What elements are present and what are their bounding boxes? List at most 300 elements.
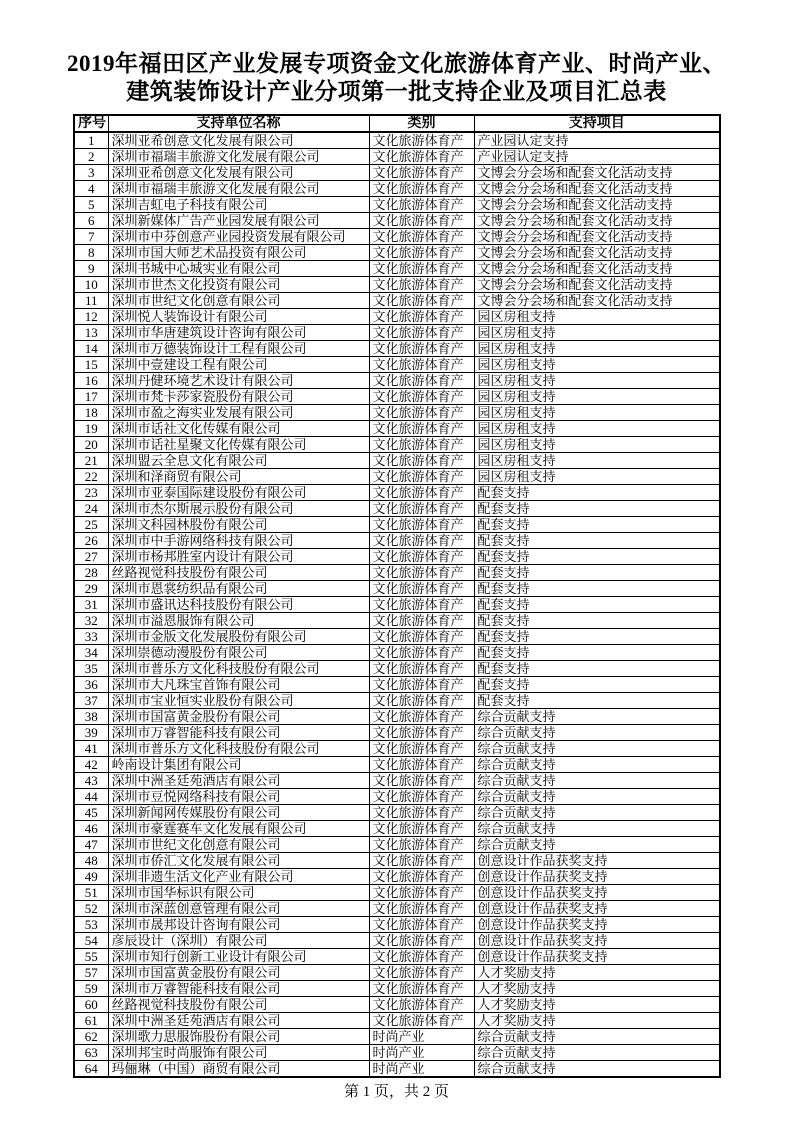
cell-category: 文化旅游体育产 xyxy=(369,581,474,597)
cell-unit-name: 深圳市普乐方文化科技股份有限公司 xyxy=(108,741,369,757)
cell-project: 配套支持 xyxy=(474,581,720,597)
cell-project: 综合贡献支持 xyxy=(474,1061,720,1078)
cell-serial-number: 43 xyxy=(74,773,108,789)
cell-serial-number: 3 xyxy=(74,165,108,181)
cell-category: 文化旅游体育产 xyxy=(369,485,474,501)
table-row xyxy=(74,805,720,821)
cell-category: 文化旅游体育产 xyxy=(369,517,474,533)
cell-project: 人才奖励支持 xyxy=(474,1013,720,1029)
cell-serial-number: 57 xyxy=(74,965,108,981)
cell-project: 文博会分会场和配套文化活动支持 xyxy=(474,229,720,245)
cell-serial-number: 8 xyxy=(74,245,108,261)
table-row xyxy=(74,181,720,197)
cell-project: 园区房租支持 xyxy=(474,469,720,485)
cell-unit-name: 深圳崇德动漫股份有限公司 xyxy=(108,645,369,661)
cell-project: 文博会分会场和配套文化活动支持 xyxy=(474,197,720,213)
cell-unit-name: 深圳歌力思服饰股份有限公司 xyxy=(108,1029,369,1045)
cell-serial-number: 20 xyxy=(74,437,108,453)
table-row xyxy=(74,277,720,293)
cell-category: 文化旅游体育产 xyxy=(369,661,474,677)
table-row xyxy=(74,997,720,1013)
cell-serial-number: 47 xyxy=(74,837,108,853)
header-row xyxy=(74,115,720,132)
cell-project: 配套支持 xyxy=(474,501,720,517)
cell-serial-number: 29 xyxy=(74,581,108,597)
table-row xyxy=(74,1013,720,1029)
cell-category: 文化旅游体育产 xyxy=(369,613,474,629)
cell-project: 园区房租支持 xyxy=(474,453,720,469)
cell-category: 文化旅游体育产 xyxy=(369,597,474,613)
table-row xyxy=(74,661,720,677)
cell-category: 文化旅游体育产 xyxy=(369,709,474,725)
cell-unit-name: 深圳市杨邦胜室内设计有限公司 xyxy=(108,549,369,565)
cell-category: 文化旅游体育产 xyxy=(369,741,474,757)
header-serial-number: 序号 xyxy=(74,115,108,132)
cell-project: 配套支持 xyxy=(474,485,720,501)
cell-project: 配套支持 xyxy=(474,533,720,549)
table-row xyxy=(74,373,720,389)
cell-category: 文化旅游体育产 xyxy=(369,789,474,805)
cell-project: 综合贡献支持 xyxy=(474,1045,720,1061)
table-row xyxy=(74,357,720,373)
cell-unit-name: 深圳市话社文化传媒有限公司 xyxy=(108,421,369,437)
cell-project: 创意设计作品获奖支持 xyxy=(474,933,720,949)
cell-category: 文化旅游体育产 xyxy=(369,533,474,549)
cell-unit-name: 深圳非遗生活文化产业有限公司 xyxy=(108,869,369,885)
table-row xyxy=(74,1061,720,1078)
cell-project: 园区房租支持 xyxy=(474,389,720,405)
cell-serial-number: 15 xyxy=(74,357,108,373)
cell-category: 文化旅游体育产 xyxy=(369,693,474,709)
table-row xyxy=(74,917,720,933)
cell-unit-name: 深圳市恩裳纺织品有限公司 xyxy=(108,581,369,597)
cell-serial-number: 21 xyxy=(74,453,108,469)
cell-project: 创意设计作品获奖支持 xyxy=(474,853,720,869)
cell-unit-name: 深圳中洲圣廷苑酒店有限公司 xyxy=(108,773,369,789)
table-row xyxy=(74,581,720,597)
cell-category: 文化旅游体育产 xyxy=(369,309,474,325)
cell-project: 创意设计作品获奖支持 xyxy=(474,869,720,885)
table-row xyxy=(74,1045,720,1061)
cell-unit-name: 玛俪琳（中国）商贸有限公司 xyxy=(108,1061,369,1078)
cell-project: 文博会分会场和配套文化活动支持 xyxy=(474,181,720,197)
cell-unit-name: 深圳市盛讯达科技股份有限公司 xyxy=(108,597,369,613)
cell-serial-number: 22 xyxy=(74,469,108,485)
cell-unit-name: 深圳市国大师艺术品投资有限公司 xyxy=(108,245,369,261)
cell-serial-number: 16 xyxy=(74,373,108,389)
cell-category: 文化旅游体育产 xyxy=(369,1013,474,1029)
table-row xyxy=(74,901,720,917)
cell-unit-name: 深圳市福瑞丰旅游文化发展有限公司 xyxy=(108,149,369,165)
cell-category: 文化旅游体育产 xyxy=(369,325,474,341)
cell-unit-name: 深圳市国华标识有限公司 xyxy=(108,885,369,901)
cell-category: 文化旅游体育产 xyxy=(369,821,474,837)
cell-category: 文化旅游体育产 xyxy=(369,869,474,885)
table-row xyxy=(74,517,720,533)
cell-serial-number: 1 xyxy=(74,132,108,149)
cell-category: 文化旅游体育产 xyxy=(369,677,474,693)
cell-serial-number: 14 xyxy=(74,341,108,357)
cell-unit-name: 深圳悦人装饰设计有限公司 xyxy=(108,309,369,325)
cell-unit-name: 深圳书城中心城实业有限公司 xyxy=(108,261,369,277)
cell-category: 文化旅游体育产 xyxy=(369,405,474,421)
cell-category: 文化旅游体育产 xyxy=(369,277,474,293)
cell-unit-name: 深圳文科园林股份有限公司 xyxy=(108,517,369,533)
cell-unit-name: 深圳市万睿智能科技有限公司 xyxy=(108,725,369,741)
cell-unit-name: 深圳吉虹电子科技有限公司 xyxy=(108,197,369,213)
cell-project: 产业园认定支持 xyxy=(474,132,720,149)
cell-project: 配套支持 xyxy=(474,613,720,629)
cell-serial-number: 45 xyxy=(74,805,108,821)
cell-category: 时尚产业 xyxy=(369,1061,474,1078)
cell-project: 配套支持 xyxy=(474,629,720,645)
table-row xyxy=(74,421,720,437)
cell-unit-name: 深圳市国富黄金股份有限公司 xyxy=(108,709,369,725)
cell-serial-number: 27 xyxy=(74,549,108,565)
document-title xyxy=(0,50,793,106)
cell-serial-number: 33 xyxy=(74,629,108,645)
table-row xyxy=(74,565,720,581)
cell-category: 文化旅游体育产 xyxy=(369,149,474,165)
cell-project: 配套支持 xyxy=(474,693,720,709)
cell-serial-number: 11 xyxy=(74,293,108,309)
cell-category: 文化旅游体育产 xyxy=(369,757,474,773)
cell-project: 综合贡献支持 xyxy=(474,773,720,789)
cell-project: 配套支持 xyxy=(474,517,720,533)
cell-project: 综合贡献支持 xyxy=(474,789,720,805)
cell-project: 创意设计作品获奖支持 xyxy=(474,917,720,933)
table-row xyxy=(74,501,720,517)
cell-category: 文化旅游体育产 xyxy=(369,245,474,261)
table-row xyxy=(74,469,720,485)
cell-project: 综合贡献支持 xyxy=(474,805,720,821)
cell-serial-number: 48 xyxy=(74,853,108,869)
cell-serial-number: 62 xyxy=(74,1029,108,1045)
cell-project: 人才奖励支持 xyxy=(474,981,720,997)
table-row xyxy=(74,309,720,325)
cell-project: 产业园认定支持 xyxy=(474,149,720,165)
cell-serial-number: 12 xyxy=(74,309,108,325)
cell-serial-number: 64 xyxy=(74,1061,108,1078)
cell-project: 配套支持 xyxy=(474,661,720,677)
cell-category: 文化旅游体育产 xyxy=(369,725,474,741)
cell-unit-name: 深圳盟云全息文化有限公司 xyxy=(108,453,369,469)
cell-unit-name: 深圳市中芬创意产业园投资发展有限公司 xyxy=(108,229,369,245)
cell-serial-number: 19 xyxy=(74,421,108,437)
cell-unit-name: 深圳市豪霆赛车文化发展有限公司 xyxy=(108,821,369,837)
cell-project: 园区房租支持 xyxy=(474,437,720,453)
cell-unit-name: 深圳市梵卡莎家瓷股份有限公司 xyxy=(108,389,369,405)
table-row xyxy=(74,613,720,629)
cell-serial-number: 63 xyxy=(74,1045,108,1061)
cell-category: 文化旅游体育产 xyxy=(369,389,474,405)
cell-unit-name: 深圳中洲圣廷苑酒店有限公司 xyxy=(108,1013,369,1029)
cell-serial-number: 41 xyxy=(74,741,108,757)
cell-serial-number: 38 xyxy=(74,709,108,725)
table-row xyxy=(74,981,720,997)
cell-serial-number: 54 xyxy=(74,933,108,949)
cell-project: 综合贡献支持 xyxy=(474,725,720,741)
cell-serial-number: 2 xyxy=(74,149,108,165)
table-row xyxy=(74,933,720,949)
cell-category: 文化旅游体育产 xyxy=(369,629,474,645)
cell-serial-number: 28 xyxy=(74,565,108,581)
table-row xyxy=(74,245,720,261)
cell-serial-number: 32 xyxy=(74,613,108,629)
table-row xyxy=(74,885,720,901)
table-row xyxy=(74,869,720,885)
cell-unit-name: 丝路视觉科技股份有限公司 xyxy=(108,565,369,581)
cell-serial-number: 34 xyxy=(74,645,108,661)
table-row xyxy=(74,405,720,421)
cell-serial-number: 25 xyxy=(74,517,108,533)
cell-project: 文博会分会场和配套文化活动支持 xyxy=(474,213,720,229)
cell-project: 综合贡献支持 xyxy=(474,741,720,757)
table-row xyxy=(74,629,720,645)
cell-category: 文化旅游体育产 xyxy=(369,949,474,965)
cell-serial-number: 46 xyxy=(74,821,108,837)
table-body xyxy=(74,132,720,1077)
cell-unit-name: 深圳市中手游网络科技有限公司 xyxy=(108,533,369,549)
cell-project: 综合贡献支持 xyxy=(474,1029,720,1045)
cell-category: 文化旅游体育产 xyxy=(369,933,474,949)
cell-project: 综合贡献支持 xyxy=(474,837,720,853)
cell-serial-number: 26 xyxy=(74,533,108,549)
cell-category: 文化旅游体育产 xyxy=(369,357,474,373)
table-row xyxy=(74,949,720,965)
cell-unit-name: 深圳市话社星聚文化传媒有限公司 xyxy=(108,437,369,453)
table-row xyxy=(74,437,720,453)
cell-category: 文化旅游体育产 xyxy=(369,501,474,517)
cell-unit-name: 深圳市宝业恒实业股份有限公司 xyxy=(108,693,369,709)
table-row xyxy=(74,645,720,661)
cell-project: 配套支持 xyxy=(474,565,720,581)
cell-unit-name: 深圳市世纪文化创意有限公司 xyxy=(108,293,369,309)
cell-unit-name: 深圳市世杰文化投资有限公司 xyxy=(108,277,369,293)
cell-category: 时尚产业 xyxy=(369,1029,474,1045)
cell-serial-number: 23 xyxy=(74,485,108,501)
cell-project: 配套支持 xyxy=(474,597,720,613)
cell-category: 文化旅游体育产 xyxy=(369,997,474,1013)
header-category: 类别 xyxy=(369,115,474,132)
cell-project: 创意设计作品获奖支持 xyxy=(474,885,720,901)
cell-unit-name: 深圳亚希创意文化发展有限公司 xyxy=(108,165,369,181)
cell-project: 园区房租支持 xyxy=(474,405,720,421)
cell-unit-name: 深圳市盈之海实业发展有限公司 xyxy=(108,405,369,421)
table-row xyxy=(74,853,720,869)
cell-project: 文博会分会场和配套文化活动支持 xyxy=(474,277,720,293)
cell-project: 人才奖励支持 xyxy=(474,997,720,1013)
cell-unit-name: 深圳市普乐方文化科技股份有限公司 xyxy=(108,661,369,677)
header-project: 支持项目 xyxy=(474,115,720,132)
cell-unit-name: 深圳市深蓝创意管理有限公司 xyxy=(108,901,369,917)
cell-serial-number: 4 xyxy=(74,181,108,197)
table-row xyxy=(74,549,720,565)
cell-unit-name: 深圳新闻网传媒股份有限公司 xyxy=(108,805,369,821)
cell-serial-number: 35 xyxy=(74,661,108,677)
cell-unit-name: 彦辰设计（深圳）有限公司 xyxy=(108,933,369,949)
cell-serial-number: 24 xyxy=(74,501,108,517)
cell-unit-name: 丝路视觉科技股份有限公司 xyxy=(108,997,369,1013)
cell-unit-name: 深圳中壹建设工程有限公司 xyxy=(108,357,369,373)
cell-unit-name: 深圳市知行创新工业设计有限公司 xyxy=(108,949,369,965)
cell-category: 时尚产业 xyxy=(369,1045,474,1061)
cell-category: 文化旅游体育产 xyxy=(369,197,474,213)
cell-unit-name: 深圳新媒体广告产业园发展有限公司 xyxy=(108,213,369,229)
cell-project: 人才奖励支持 xyxy=(474,965,720,981)
cell-unit-name: 深圳市世纪文化创意有限公司 xyxy=(108,837,369,853)
cell-category: 文化旅游体育产 xyxy=(369,341,474,357)
header-unit-name: 支持单位名称 xyxy=(108,115,369,132)
cell-project: 创意设计作品获奖支持 xyxy=(474,901,720,917)
cell-project: 配套支持 xyxy=(474,677,720,693)
cell-category: 文化旅游体育产 xyxy=(369,901,474,917)
table-row xyxy=(74,597,720,613)
cell-serial-number: 44 xyxy=(74,789,108,805)
cell-category: 文化旅游体育产 xyxy=(369,565,474,581)
cell-project: 文博会分会场和配套文化活动支持 xyxy=(474,261,720,277)
cell-project: 文博会分会场和配套文化活动支持 xyxy=(474,165,720,181)
cell-category: 文化旅游体育产 xyxy=(369,773,474,789)
title-line-1: 2019年福田区产业发展专项资金文化旅游体育产业、时尚产业、 xyxy=(67,51,726,76)
table-row xyxy=(74,533,720,549)
cell-serial-number: 10 xyxy=(74,277,108,293)
cell-unit-name: 深圳市大凡珠宝首饰有限公司 xyxy=(108,677,369,693)
cell-serial-number: 52 xyxy=(74,901,108,917)
title-line-2: 建筑装饰设计产业分项第一批支持企业及项目汇总表 xyxy=(126,79,667,104)
table-row xyxy=(74,325,720,341)
cell-category: 文化旅游体育产 xyxy=(369,132,474,149)
cell-category: 文化旅游体育产 xyxy=(369,837,474,853)
table-row xyxy=(74,965,720,981)
cell-category: 文化旅游体育产 xyxy=(369,421,474,437)
cell-serial-number: 13 xyxy=(74,325,108,341)
cell-category: 文化旅游体育产 xyxy=(369,981,474,997)
table-row xyxy=(74,789,720,805)
cell-project: 配套支持 xyxy=(474,645,720,661)
cell-serial-number: 36 xyxy=(74,677,108,693)
cell-category: 文化旅游体育产 xyxy=(369,453,474,469)
cell-unit-name: 深圳邦宝时尚服饰有限公司 xyxy=(108,1045,369,1061)
table-row xyxy=(74,197,720,213)
cell-serial-number: 49 xyxy=(74,869,108,885)
cell-project: 综合贡献支持 xyxy=(474,709,720,725)
cell-category: 文化旅游体育产 xyxy=(369,213,474,229)
page-number-footer: 第 1 页，共 2 页 xyxy=(343,1084,449,1100)
cell-unit-name: 深圳市侨汇文化发展有限公司 xyxy=(108,853,369,869)
table-row xyxy=(74,149,720,165)
cell-project: 园区房租支持 xyxy=(474,341,720,357)
cell-unit-name: 深圳市溢恩服饰有限公司 xyxy=(108,613,369,629)
cell-serial-number: 18 xyxy=(74,405,108,421)
cell-project: 园区房租支持 xyxy=(474,309,720,325)
table-row xyxy=(74,453,720,469)
cell-category: 文化旅游体育产 xyxy=(369,469,474,485)
cell-unit-name: 深圳市金版文化发展股份有限公司 xyxy=(108,629,369,645)
cell-category: 文化旅游体育产 xyxy=(369,645,474,661)
cell-serial-number: 59 xyxy=(74,981,108,997)
cell-category: 文化旅游体育产 xyxy=(369,229,474,245)
cell-category: 文化旅游体育产 xyxy=(369,261,474,277)
cell-serial-number: 42 xyxy=(74,757,108,773)
cell-serial-number: 9 xyxy=(74,261,108,277)
cell-project: 综合贡献支持 xyxy=(474,821,720,837)
table-row xyxy=(74,165,720,181)
cell-category: 文化旅游体育产 xyxy=(369,165,474,181)
cell-unit-name: 深圳市国富黄金股份有限公司 xyxy=(108,965,369,981)
cell-serial-number: 6 xyxy=(74,213,108,229)
cell-serial-number: 17 xyxy=(74,389,108,405)
table-row xyxy=(74,293,720,309)
cell-category: 文化旅游体育产 xyxy=(369,293,474,309)
cell-serial-number: 51 xyxy=(74,885,108,901)
cell-unit-name: 深圳市万睿智能科技有限公司 xyxy=(108,981,369,997)
table-row xyxy=(74,725,720,741)
cell-category: 文化旅游体育产 xyxy=(369,917,474,933)
cell-serial-number: 7 xyxy=(74,229,108,245)
cell-unit-name: 深圳市亚泰国际建设股份有限公司 xyxy=(108,485,369,501)
cell-serial-number: 31 xyxy=(74,597,108,613)
table-row xyxy=(74,1029,720,1045)
cell-category: 文化旅游体育产 xyxy=(369,373,474,389)
cell-serial-number: 53 xyxy=(74,917,108,933)
table-row xyxy=(74,132,720,149)
table-row xyxy=(74,773,720,789)
table-row xyxy=(74,677,720,693)
cell-serial-number: 61 xyxy=(74,1013,108,1029)
cell-project: 园区房租支持 xyxy=(474,325,720,341)
cell-unit-name: 深圳市杰尔斯展示股份有限公司 xyxy=(108,501,369,517)
cell-category: 文化旅游体育产 xyxy=(369,885,474,901)
cell-unit-name: 深圳市万德装饰设计工程有限公司 xyxy=(108,341,369,357)
table-row xyxy=(74,389,720,405)
cell-unit-name: 深圳和泽商贸有限公司 xyxy=(108,469,369,485)
cell-serial-number: 55 xyxy=(74,949,108,965)
cell-project: 文博会分会场和配套文化活动支持 xyxy=(474,245,720,261)
cell-category: 文化旅游体育产 xyxy=(369,965,474,981)
cell-category: 文化旅游体育产 xyxy=(369,805,474,821)
cell-category: 文化旅游体育产 xyxy=(369,181,474,197)
table-row xyxy=(74,261,720,277)
cell-unit-name: 深圳市华唐建筑设计咨询有限公司 xyxy=(108,325,369,341)
cell-unit-name: 深圳市福瑞丰旅游文化发展有限公司 xyxy=(108,181,369,197)
cell-category: 文化旅游体育产 xyxy=(369,853,474,869)
summary-table xyxy=(73,114,721,1078)
table-row xyxy=(74,709,720,725)
cell-unit-name: 深圳丹健环境艺术设计有限公司 xyxy=(108,373,369,389)
cell-project: 园区房租支持 xyxy=(474,357,720,373)
table-row xyxy=(74,741,720,757)
table-row xyxy=(74,757,720,773)
table-row xyxy=(74,229,720,245)
cell-unit-name: 岭南设计集团有限公司 xyxy=(108,757,369,773)
cell-project: 创意设计作品获奖支持 xyxy=(474,949,720,965)
cell-serial-number: 60 xyxy=(74,997,108,1013)
table-row xyxy=(74,821,720,837)
cell-serial-number: 5 xyxy=(74,197,108,213)
cell-project: 配套支持 xyxy=(474,549,720,565)
cell-category: 文化旅游体育产 xyxy=(369,437,474,453)
cell-unit-name: 深圳市晟邦设计咨询有限公司 xyxy=(108,917,369,933)
table-row xyxy=(74,837,720,853)
table-row xyxy=(74,485,720,501)
table-header xyxy=(74,115,720,132)
cell-unit-name: 深圳市豆悦网络科技有限公司 xyxy=(108,789,369,805)
table-row xyxy=(74,213,720,229)
cell-serial-number: 39 xyxy=(74,725,108,741)
cell-project: 综合贡献支持 xyxy=(474,757,720,773)
cell-project: 文博会分会场和配套文化活动支持 xyxy=(474,293,720,309)
